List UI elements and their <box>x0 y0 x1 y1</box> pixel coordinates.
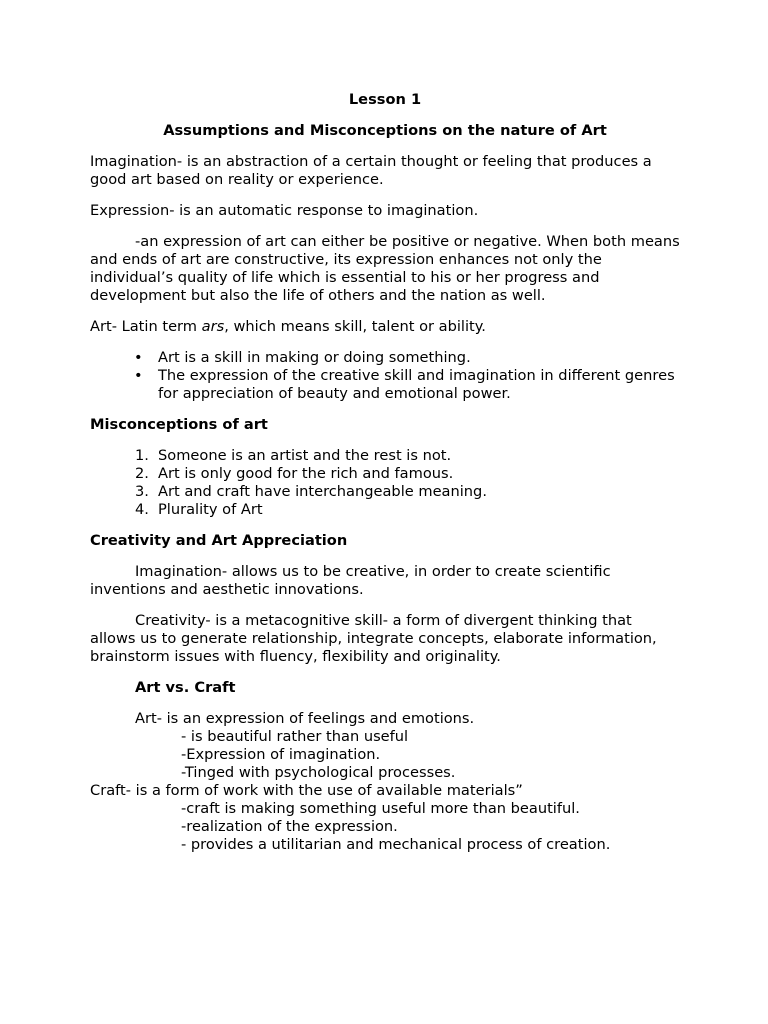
art-vs-craft-heading: Art vs. Craft <box>135 679 236 696</box>
list-item <box>90 367 680 403</box>
lesson-subtitle: Assumptions and Misconceptions on the nature of Art <box>163 122 607 139</box>
list-number: 4. <box>135 501 149 518</box>
bullet-marker: • <box>134 349 143 366</box>
lesson-title: Lesson 1 <box>348 91 422 108</box>
document-page <box>90 91 680 854</box>
list-number: 3. <box>135 483 149 500</box>
craft-point: -craft is making something useful more than beautiful. <box>181 800 580 817</box>
art-bullet-list <box>90 349 680 403</box>
list-item <box>90 483 680 501</box>
craft-point: - provides a utilitarian and mechanical process of creation. <box>181 836 611 853</box>
bullet-marker: • <box>134 367 143 384</box>
imagination-paragraph: Imagination- is an abstraction of a certain thought or feeling that produces a good art based on reality or experience. <box>90 153 652 188</box>
list-item <box>90 465 680 483</box>
misconceptions-list <box>90 447 680 519</box>
list-item <box>90 447 680 465</box>
art-vs-craft-block <box>90 710 680 854</box>
expression-detail-paragraph: -an expression of art can either be positive or negative. When both means and ends of art are constructive, its expression enhances not only the individual’s quality of life which is essential to his or her progress and development but also the life of others and the nation as well. <box>90 233 680 304</box>
expression-paragraph: Expression- is an automatic response to imagination. <box>90 202 479 219</box>
list-number: 1. <box>135 447 149 464</box>
art-point: -Tinged with psychological processes. <box>181 764 456 781</box>
list-item-text: Art is a skill in making or doing something. <box>158 349 471 366</box>
list-item-text: The expression of the creative skill and imagination in different genres for appreciation of beauty and emotional power. <box>158 367 675 402</box>
misconceptions-heading: Misconceptions of art <box>90 416 268 433</box>
list-number: 2. <box>135 465 149 482</box>
list-item-text: Someone is an artist and the rest is not. <box>158 447 452 464</box>
creativity-heading: Creativity and Art Appreciation <box>90 532 348 549</box>
list-item-text: Art is only good for the rich and famous. <box>158 465 454 482</box>
art-definition-paragraph <box>90 318 680 336</box>
art-line: Art- is an expression of feelings and emotions. <box>135 710 475 727</box>
art-definition-prefix: Art- Latin term <box>90 318 202 335</box>
art-point: -Expression of imagination. <box>181 746 381 763</box>
art-definition-italic-term: ars <box>201 318 225 335</box>
art-definition-suffix: , which means skill, talent or ability. <box>224 318 486 335</box>
creativity-paragraph: Creativity- is a metacognitive skill- a form of divergent thinking that allows us to generate relationship, integrate concepts, elaborate information, brainstorm issues with fluency, flexibility and originality. <box>90 612 657 665</box>
list-item-text: Plurality of Art <box>158 501 263 518</box>
imagination-creative-paragraph: Imagination- allows us to be creative, in order to create scientific inventions and aesthetic innovations. <box>90 563 611 598</box>
craft-line: Craft- is a form of work with the use of available materials” <box>90 782 523 799</box>
list-item-text: Art and craft have interchangeable meaning. <box>158 483 487 500</box>
craft-point: -realization of the expression. <box>181 818 398 835</box>
list-item <box>90 349 680 367</box>
list-item <box>90 501 680 519</box>
art-point: - is beautiful rather than useful <box>181 728 409 745</box>
